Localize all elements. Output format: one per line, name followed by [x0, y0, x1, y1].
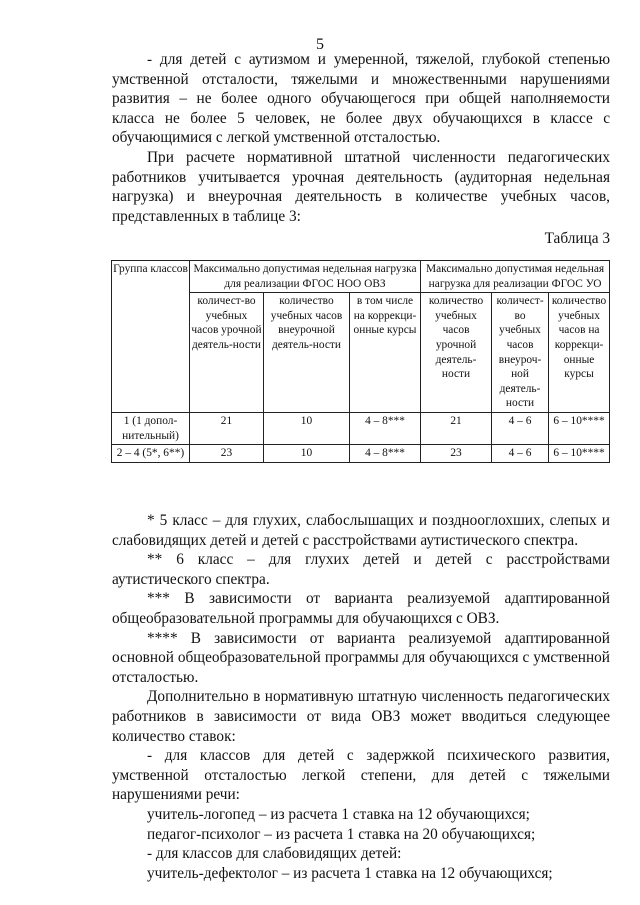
column-header: количест-во учебных часов урочной деятель-ности: [190, 293, 264, 413]
footnote-1: * 5 класс – для глухих, слабослышащих и позднооглохших, слепых и слабовидящих детей и детей с расстройствами аутистического спектра.: [112, 512, 610, 549]
table-caption: Таблица 3: [544, 230, 610, 247]
group-header: Группа классов: [112, 261, 190, 413]
table-row: [112, 445, 610, 463]
page-number: 5: [316, 36, 324, 53]
section-uo-header: Максимально допустимая недельная нагрузка для реализации ФГОС УО: [421, 261, 610, 293]
paragraph-additional-staff: Дополнительно в нормативную штатную численность педагогических работников в зависимости от вида ОВЗ может вводиться следующее количество ставок:: [112, 688, 610, 745]
table-row: [112, 412, 610, 444]
row-group-label: 1 (1 допол-нительный): [112, 412, 190, 444]
notes-section: [112, 511, 610, 883]
paragraph-autism-classes: - для детей с аутизмом и умеренной, тяжелой, глубокой степенью умственной отсталости, тяжелыми и множественными нарушениями развития – не более одного обучающегося при общей наполняемости класса не более 5 человек, не более двух обучающихся в классе с обучающимися с легкой умственной отсталостью.: [112, 51, 610, 147]
speech-therapist-line: учитель-логопед – из расчета 1 ставка на 12 обучающихся;: [147, 805, 530, 823]
table-cell: 21: [190, 412, 264, 444]
section-noo-header: Максимально допустимая недельная нагрузка для реализации ФГОС НОО ОВЗ: [190, 261, 421, 293]
table-cell: 6 – 10****: [549, 445, 610, 463]
intro-section: [112, 50, 610, 226]
table-cell: 4 – 8***: [350, 445, 421, 463]
column-header: количество учебных часов внеурочной деятель-ности: [264, 293, 350, 413]
table-cell: 6 – 10****: [549, 412, 610, 444]
row-group-label: 2 – 4 (5*, 6**): [112, 445, 190, 463]
paragraph-zpr-classes: - для классов для детей с задержкой психического развития, умственной отсталостью легкой степени, для детей с тяжелыми нарушениями речи:: [112, 747, 610, 804]
defectologist-line: учитель-дефектолог – из расчета 1 ставка на 12 обучающихся;: [147, 864, 553, 882]
table-cell: 4 – 8***: [350, 412, 421, 444]
column-header: в том числе на коррекци-онные курсы: [350, 293, 421, 413]
table-cell: 10: [264, 412, 350, 444]
psychologist-line: педагог-психолог – из расчета 1 ставка на 20 обучающихся;: [147, 825, 536, 843]
footnote-2: ** 6 класс – для глухих детей и детей с расстройствами аутистического спектра.: [112, 551, 610, 588]
table-cell: 23: [190, 445, 264, 463]
table-cell: 4 – 6: [492, 412, 549, 444]
footnote-3: *** В зависимости от варианта реализуемой адаптированной общеобразовательной программы для обучающихся с ОВЗ.: [112, 590, 610, 627]
table-cell: 10: [264, 445, 350, 463]
paragraph-staff-calculation: При расчете нормативной штатной численности педагогических работников учитывается урочная деятельность (аудиторная недельная нагрузка) и внеурочная деятельность в количестве учебных часов, представленных в таблице 3:: [112, 148, 610, 225]
table-cell: 21: [421, 412, 492, 444]
table-header-row: [112, 261, 610, 293]
column-header: количество учебных часов на коррекци-онные курсы: [549, 293, 610, 413]
table-cell: 23: [421, 445, 492, 463]
low-vision-classes-line: - для классов для слабовидящих детей:: [147, 845, 402, 863]
column-header: количест-во учебных часов внеуроч-ной деятель-ности: [492, 293, 549, 413]
footnote-4: **** В зависимости от варианта реализуемой адаптированной основной общеобразовательной программы для обучающихся с умственной отсталостью.: [112, 629, 610, 686]
column-header: количество учебных часов урочной деятель-ности: [421, 293, 492, 413]
load-table: [111, 260, 610, 463]
table-cell: 4 – 6: [492, 445, 549, 463]
